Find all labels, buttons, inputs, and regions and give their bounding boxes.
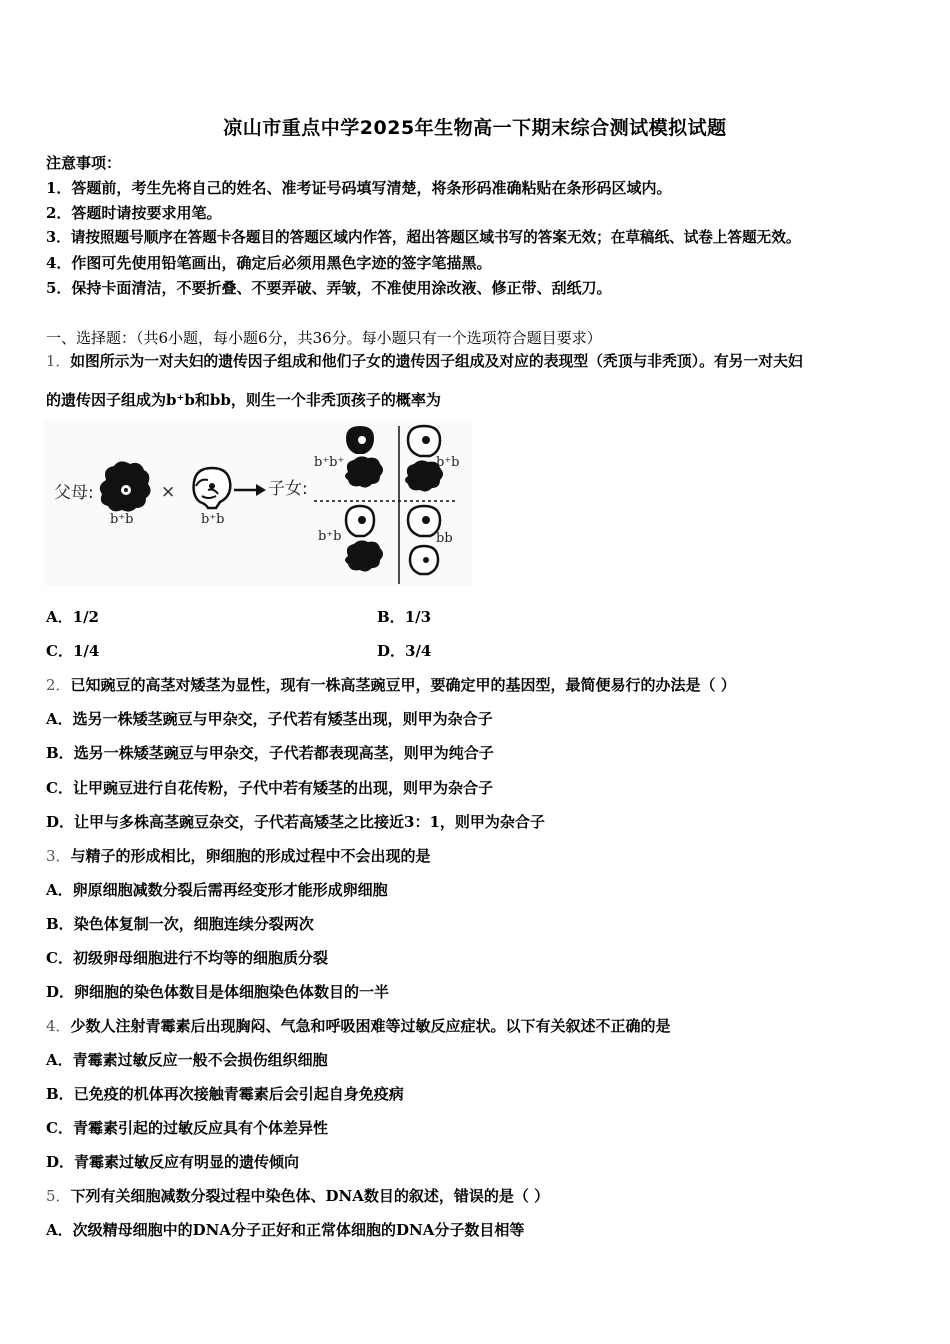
- option-a: A．次级精母细胞中的DNA分子正好和正常体细胞的DNA分子数目相等: [46, 1221, 525, 1239]
- question-1-line1: [46, 352, 803, 372]
- option-b: B．选另一株矮茎豌豆与甲杂交，子代若都表现高茎，则甲为纯合子: [46, 744, 494, 762]
- pedigree-diagram: [44, 420, 472, 586]
- notice-item: 3．请按照题号顺序在答题卡各题目的答题区域内作答，超出答题区域书写的答案无效；在草稿纸、试卷上答题无效。: [46, 229, 801, 246]
- father-genotype: b⁺b: [110, 512, 134, 527]
- child-head-icon: [345, 506, 383, 572]
- mother-head-icon: [194, 468, 231, 508]
- question-number: 1．: [46, 353, 71, 370]
- question-2: 2．已知豌豆的高茎对矮茎为显性，现有一株高茎豌豆甲，要确定甲的基因型，最简便易行的办法是（ ）: [46, 676, 736, 694]
- option-a: A．选另一株矮茎豌豆与甲杂交，子代若有矮茎出现，则甲为杂合子: [46, 710, 493, 728]
- children-label: 子女:: [268, 479, 308, 499]
- option-c: C．让甲豌豆进行自花传粉，子代中若有矮茎的出现，则甲为杂合子: [46, 779, 493, 797]
- section-heading: 一、选择题：（共6小题，每小题6分，共36分。每小题只有一个选项符合题目要求）: [46, 329, 602, 347]
- arrow-icon: [234, 484, 266, 496]
- question-3: 3．与精子的形成相比，卵细胞的形成过程中不会出现的是: [46, 847, 431, 865]
- cross-symbol: ×: [161, 482, 176, 502]
- page-title: 凉山市重点中学2025年生物高一下期末综合测试模拟试题: [223, 117, 727, 139]
- notice-item: 4．作图可先使用铅笔画出，确定后必须用黑色字迹的签字笔描黑。: [46, 254, 492, 272]
- father-head-icon: [100, 461, 151, 511]
- option-d: D．卵细胞的染色体数目是体细胞染色体数目的一半: [46, 983, 390, 1001]
- notice-item: 1．答题前，考生先将自己的姓名、准考证号码填写清楚，将条形码准确粘贴在条形码区域内。: [46, 179, 672, 197]
- option-b: B．已免疫的机体再次接触青霉素后会引起自身免疫病: [46, 1085, 404, 1103]
- option-d: D．青霉素过敏反应有明显的遗传倾向: [46, 1153, 300, 1171]
- genetics-figure: [44, 420, 472, 586]
- question-text: 如图所示为一对夫妇的遗传因子组成和他们子女的遗传因子组成及对应的表现型（秃顶与非秃顶）。有另一对夫妇: [70, 353, 803, 370]
- option-c: C．青霉素引起的过敏反应具有个体差异性: [46, 1119, 328, 1137]
- question-5: 5．下列有关细胞减数分裂过程中染色体、DNA数目的叙述，错误的是（ ）: [46, 1187, 550, 1205]
- genotype-bottom-left: b⁺b: [318, 529, 342, 544]
- option-b: B．1/3: [377, 608, 432, 626]
- mother-genotype: b⁺b: [201, 512, 225, 527]
- option-d: D．3/4: [377, 642, 432, 660]
- option-a: A．卵原细胞减数分裂后需再经变形才能形成卵细胞: [46, 881, 388, 899]
- genotype-bottom-right: bb: [436, 531, 453, 546]
- notice-item: 5．保持卡面清洁，不要折叠、不要弄破、弄皱，不准使用涂改液、修正带、刮纸刀。: [46, 279, 612, 297]
- notice-item: 2．答题时请按要求用笔。: [46, 204, 222, 222]
- question-1-line2: 的遗传因子组成为b⁺b和bb，则生一个非秃顶孩子的概率为: [46, 391, 441, 409]
- option-a: A．1/2: [46, 608, 99, 626]
- genotype-top-right: b⁺b: [436, 455, 460, 470]
- question-4: 4．少数人注射青霉素后出现胸闷、气急和呼吸困难等过敏反应症状。以下有关叙述不正确的是: [46, 1017, 671, 1035]
- parents-label: 父母:: [54, 483, 94, 503]
- notice-heading: 注意事项：: [46, 154, 122, 172]
- option-c: C．1/4: [46, 642, 100, 660]
- option-a: A．青霉素过敏反应一般不会损伤组织细胞: [46, 1051, 328, 1069]
- genotype-top-left: b⁺b⁺: [314, 455, 345, 470]
- child-head-icon: [345, 426, 383, 488]
- option-d: D．让甲与多株高茎豌豆杂交，子代若高矮茎之比接近3：1，则甲为杂合子: [46, 813, 545, 831]
- option-b: B．染色体复制一次，细胞连续分裂两次: [46, 915, 314, 933]
- option-c: C．初级卵母细胞进行不均等的细胞质分裂: [46, 949, 328, 967]
